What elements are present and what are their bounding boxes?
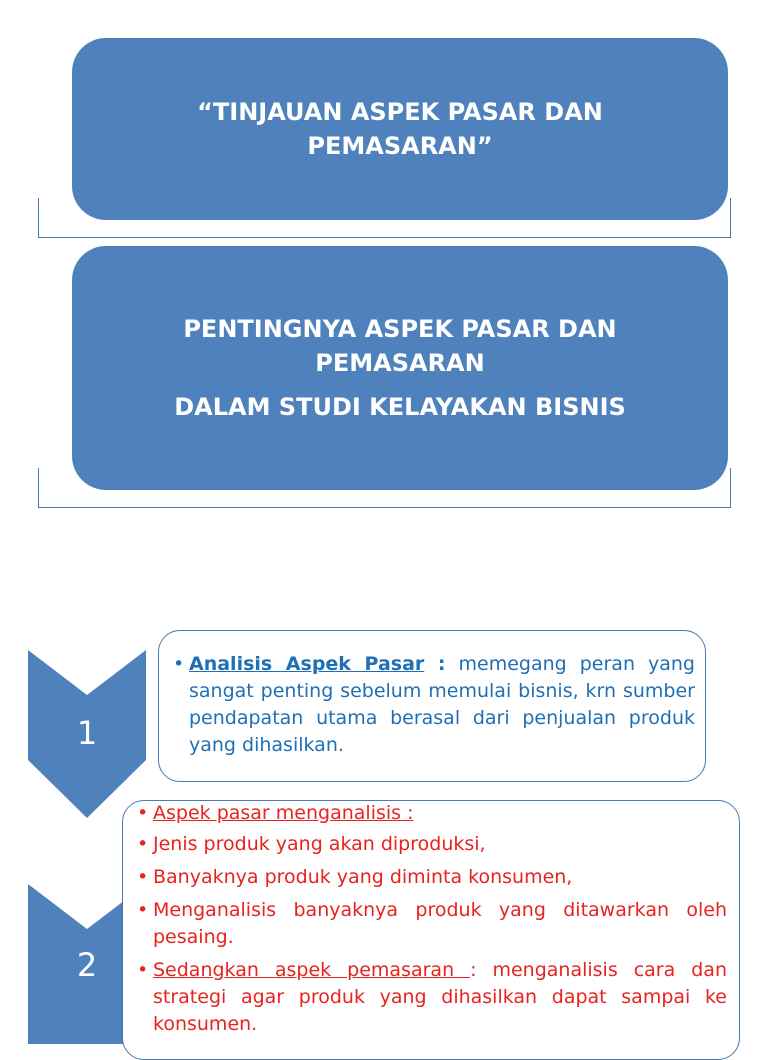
step-number-1: 1 bbox=[76, 714, 98, 752]
list-item: • Banyaknya produk yang diminta konsumen, bbox=[137, 864, 727, 891]
step-number-2: 2 bbox=[76, 946, 98, 984]
subtitle-line-2: PEMASARAN bbox=[315, 349, 485, 377]
bullet-icon: • bbox=[137, 833, 149, 855]
bullet-icon: • bbox=[137, 959, 149, 981]
bullet-icon: • bbox=[137, 866, 149, 888]
bullet-icon: • bbox=[137, 899, 149, 921]
step-2-card bbox=[122, 800, 740, 1060]
bullet-icon: • bbox=[137, 802, 149, 824]
title-line-1: “TINJAUAN ASPEK PASAR DAN bbox=[197, 98, 603, 126]
title-box bbox=[72, 38, 728, 220]
subtitle-line-1: PENTINGNYA ASPEK PASAR DAN bbox=[183, 315, 617, 343]
analisis-heading: Analisis Aspek Pasar bbox=[189, 653, 425, 675]
list-item bbox=[173, 651, 695, 759]
pemasaran-label: Sedangkan aspek pemasaran bbox=[153, 959, 471, 981]
bullet-icon: • bbox=[173, 653, 185, 675]
pemasaran-text: : menganalisis cara dan strategi agar produk yang dihasilkan dapat sampai ke konsumen. bbox=[153, 959, 727, 1035]
analisis-text: memegang peran yang sangat penting sebelum memulai bisnis, krn sumber pendapatan utama berasal dari penjualan produk yang dihasilkan. bbox=[189, 653, 695, 756]
list-item bbox=[137, 957, 727, 1038]
list-item: • Menganalisis banyaknya produk yang ditawarkan oleh pesaing. bbox=[137, 899, 727, 948]
step-1-card bbox=[158, 630, 706, 782]
list-item: • Jenis produk yang akan diproduksi, bbox=[137, 831, 727, 858]
subtitle-box bbox=[72, 246, 728, 490]
subtitle-line-3: DALAM STUDI KELAYAKAN BISNIS bbox=[174, 393, 626, 421]
heading-colon: : bbox=[424, 653, 446, 675]
title-line-2: PEMASARAN” bbox=[307, 132, 493, 160]
list-item: • Aspek pasar menganalisis : bbox=[137, 800, 727, 827]
